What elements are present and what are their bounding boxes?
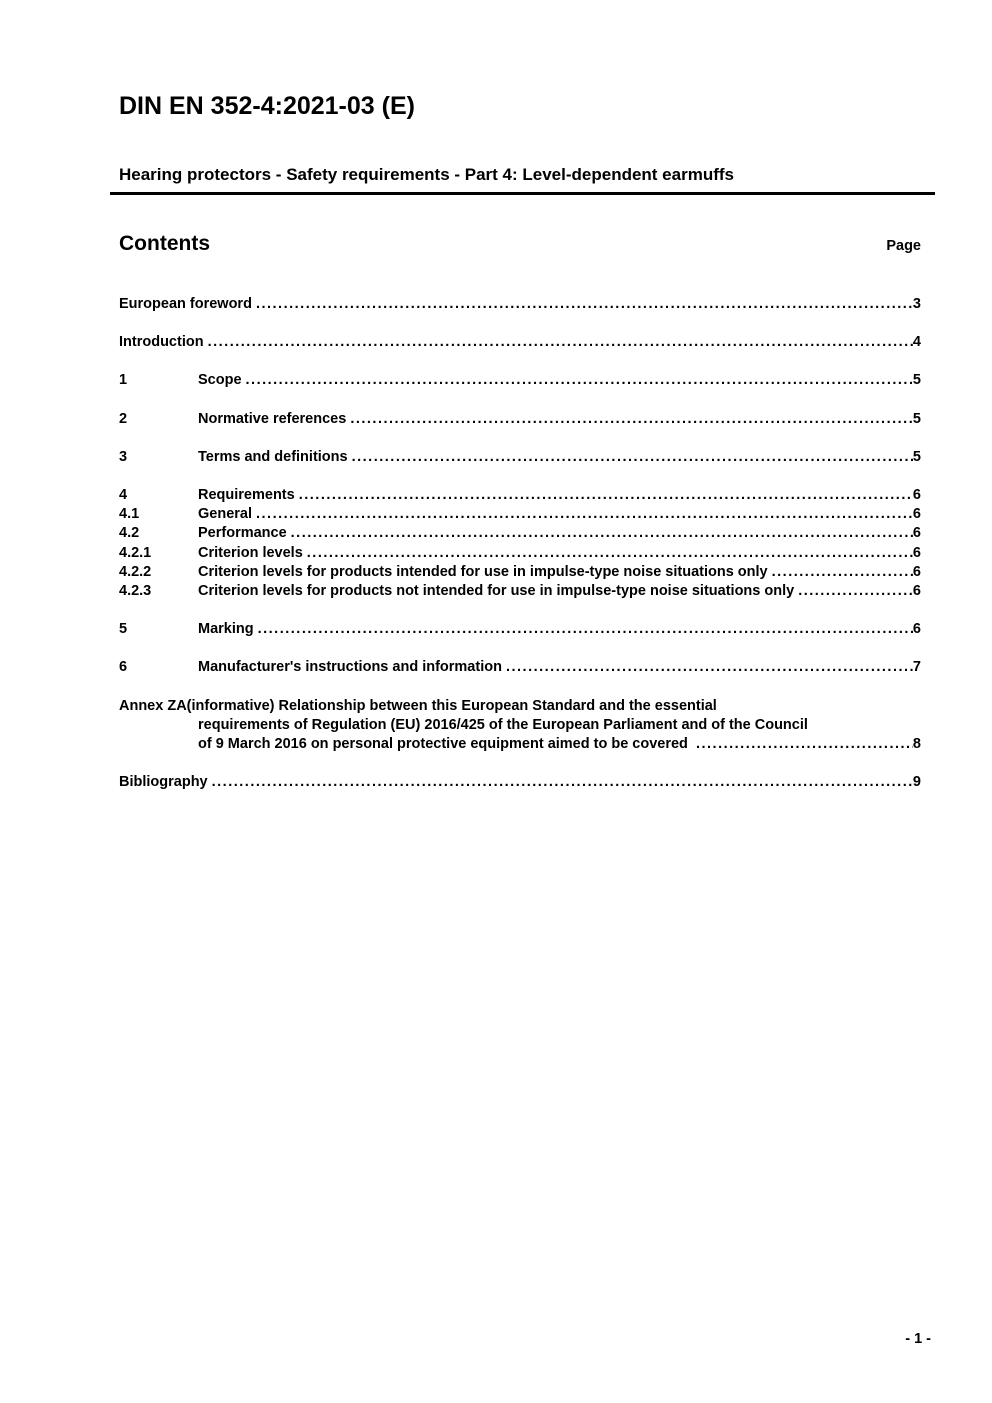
toc-entry-title: Criterion levels [198,544,303,561]
toc-leader-dots [246,371,913,390]
toc-entry-title: Manufacturer's instructions and information [198,659,502,676]
toc-leader-dots [212,773,913,792]
toc-entry-title: Criterion levels for products intended for use in impulse-type noise situations only [198,563,768,580]
toc-line [119,773,921,792]
toc-leader-dots [258,620,913,639]
page-content [119,0,921,792]
toc-leader-dots [506,658,913,677]
document-subtitle: Hearing protectors - Safety requirements - Part 4: Level-dependent earmuffs [119,165,734,184]
toc-entry-title: Scope [198,372,242,389]
toc-entry-page: 8 [912,736,921,753]
toc-entry-page: 9 [912,774,921,791]
toc-entry-title: Normative references [198,410,347,427]
toc-entry-page: 7 [912,659,921,676]
toc-entry-number: 3 [119,448,128,465]
footer-page-number: - 1 - [905,1331,931,1347]
toc-line [119,563,921,582]
toc-line [119,448,921,467]
toc-line [119,658,921,677]
toc-leader-dots [350,410,913,429]
toc-leader-dots [299,486,913,505]
toc-leader-dots [208,333,913,352]
toc-entry-page: 4 [912,334,921,351]
document-title: DIN EN 352-4:2021-03 (E) [119,92,415,120]
toc-line [119,295,921,314]
subtitle-block [119,165,921,195]
toc-entry [119,563,921,582]
toc-line [119,716,921,735]
toc-entry-page: 3 [912,296,921,312]
toc-entry-number: 4.2 [119,525,140,542]
toc-leader-dots [256,295,913,314]
toc-entry-title: General [198,506,252,523]
toc-leader-dots [256,505,913,524]
toc-entry-number: 4.2.1 [119,544,152,561]
toc-entry-title: Marking [198,621,254,638]
toc-entry-page: 5 [912,410,921,427]
toc-line [119,524,921,543]
toc-entry [119,486,921,505]
toc-entry-title: Annex ZA(informative) Relationship between this European Standard and the essential [119,697,717,714]
table-of-contents [119,295,921,792]
toc-line [119,697,921,716]
toc-entry [119,371,921,390]
toc-line [119,544,921,563]
toc-leader-dots [798,582,913,601]
toc-entry [119,544,921,563]
toc-entry-number: 4.2.3 [119,583,152,600]
toc-entry [119,658,921,677]
toc-leader-dots [291,524,913,543]
toc-entry-title: Criterion levels for products not intended for use in impulse-type noise situations only [198,583,795,600]
toc-entry-number: 1 [119,372,128,389]
toc-leader-dots [307,544,913,563]
toc-entry-page: 6 [912,583,921,600]
toc-entry-title: Bibliography [119,774,208,791]
toc-entry-page: 5 [912,372,921,389]
toc-leader-dots [696,735,913,754]
toc-line [119,505,921,524]
toc-entry-page: 6 [912,621,921,638]
toc-entry-number: 4.1 [119,506,140,523]
toc-entry-page: 6 [912,525,921,542]
page-column-label: Page [886,238,921,254]
toc-entry-number: 4 [119,487,128,504]
toc-entry-title: Performance [198,525,287,542]
toc-line [119,735,921,754]
toc-entry-number: 5 [119,621,128,638]
subtitle-rule [110,192,935,195]
toc-entry [119,505,921,524]
toc-entry [119,410,921,429]
toc-entry-page: 5 [912,448,921,465]
toc-entry-page: 6 [912,563,921,580]
toc-entry-number: 4.2.2 [119,563,152,580]
toc-entry [119,333,921,352]
toc-line [119,410,921,429]
toc-entry [119,697,921,755]
toc-entry-title: requirements of Regulation (EU) 2016/425 of the European Parliament and of the Council [198,716,808,733]
toc-leader-dots [772,563,913,582]
toc-entry [119,773,921,792]
toc-entry-number: 2 [119,410,128,427]
toc-line [119,486,921,505]
contents-heading: Contents [119,232,210,255]
toc-line [119,582,921,601]
toc-entry-title: European foreword [119,296,252,312]
toc-entry [119,448,921,467]
toc-line [119,333,921,352]
toc-entry-number: 6 [119,659,128,676]
contents-header-row [119,232,921,256]
toc-line [119,620,921,639]
toc-entry-page: 6 [912,506,921,523]
toc-entry [119,524,921,543]
toc-entry-page: 6 [912,487,921,504]
toc-leader-dots [352,448,913,467]
toc-entry-title: of 9 March 2016 on personal protective equipment aimed to be covered [198,736,692,753]
toc-entry [119,295,921,314]
toc-line [119,371,921,390]
toc-entry [119,582,921,601]
toc-entry [119,620,921,639]
toc-entry-title: Introduction [119,334,204,351]
toc-entry-page: 6 [912,544,921,561]
toc-entry-title: Requirements [198,487,295,504]
toc-entry-title: Terms and definitions [198,448,348,465]
